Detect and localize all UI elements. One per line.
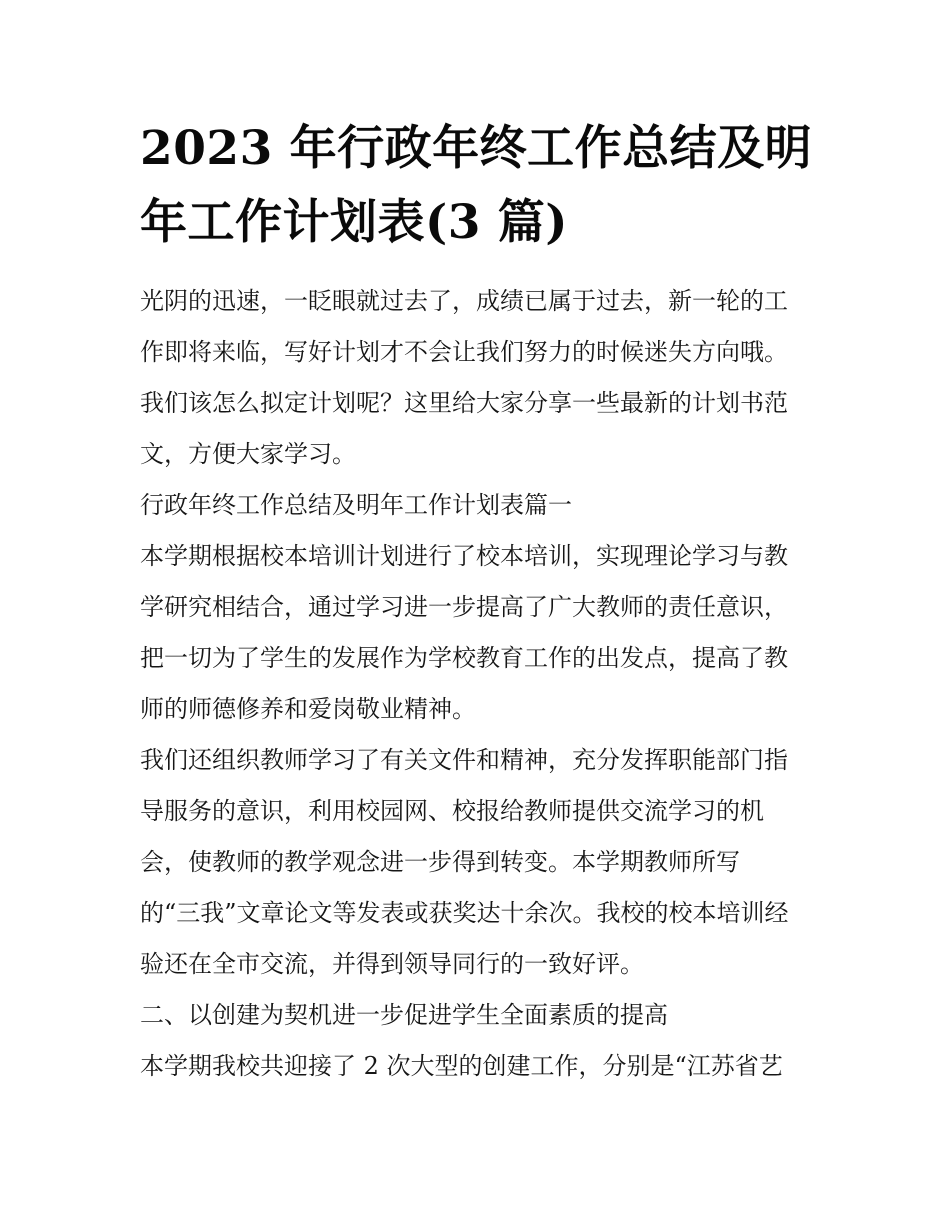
body-line-13: 的“三我”文章论文等发表或获奖达十余次。我校的校本培训经 <box>140 899 789 927</box>
body-line-9: 师的师德修养和爱岗敬业精神。 <box>140 695 476 723</box>
body-line-1: 光阴的迅速，一眨眼就过去了，成绩已属于过去，新一轮的工 <box>140 287 788 315</box>
body-line-4: 文，方便大家学习。 <box>140 440 356 468</box>
document-content <box>140 112 820 1092</box>
body-line-10: 我们还组织教师学习了有关文件和精神，充分发挥职能部门指 <box>140 746 788 774</box>
body-line-3: 我们该怎么拟定计划呢？这里给大家分享一些最新的计划书范 <box>140 389 788 417</box>
body-line-7: 学研究相结合，通过学习进一步提高了广大教师的责任意识， <box>140 593 788 621</box>
body-line-14: 验还在全市交流，并得到领导同行的一致好评。 <box>140 950 644 978</box>
section-heading-2: 二、以创建为契机进一步促进学生全面素质的提高 <box>140 1001 668 1029</box>
body-line-12: 会，使教师的教学观念进一步得到转变。本学期教师所写 <box>140 848 740 876</box>
body-line-11: 导服务的意识，利用校园网、校报给教师提供交流学习的机 <box>140 797 764 825</box>
section-heading-1: 行政年终工作总结及明年工作计划表篇一 <box>140 491 572 519</box>
title-line-2: 年工作计划表(3 篇) <box>140 195 569 250</box>
body-line-8: 把一切为了学生的发展作为学校教育工作的出发点，提高了教 <box>140 644 788 672</box>
body-line-2: 作即将来临，写好计划才不会让我们努力的时候迷失方向哦。 <box>140 338 788 366</box>
title-line-1: 2023 年行政年终工作总结及明 <box>140 121 813 176</box>
body-line-16: 本学期我校共迎接了 2 次大型的创建工作，分别是“江苏省艺 <box>140 1052 783 1080</box>
page-title <box>140 112 820 260</box>
body-text <box>140 276 820 1092</box>
body-line-6: 本学期根据校本培训计划进行了校本培训，实现理论学习与教 <box>140 542 788 570</box>
